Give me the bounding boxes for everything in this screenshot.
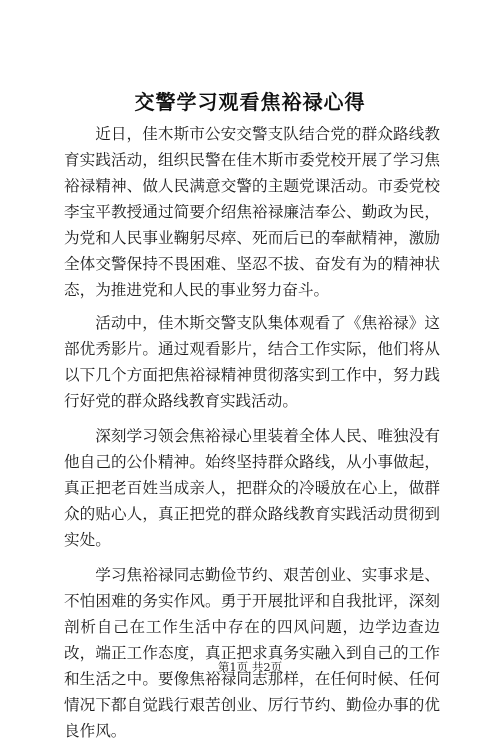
paragraph-3: 深刻学习领会焦裕禄心里装着全体人民、唯独没有他自己的公仆精神。始终坚持群众路线，从小事做起，真正把老百姓当成亲人，把群众的冷暖放在心上，做群众的贴心人，真正把党的群众路线教育实践活动贯彻到实处。 — [64, 427, 440, 549]
document-title: 交警学习观看焦裕禄心得 — [134, 90, 366, 114]
paragraph-1: 近日，佳木斯市公安交警支队结合党的群众路线教育实践活动，组织民警在佳木斯市委党校开展了学习焦裕禄精神、做人民满意交警的主题党课活动。市委党校李宝平教授通过简要介绍焦裕禄廉洁奉公、勤政为民，为党和人民事业鞠躬尽瘁、死而后已的奉献精神，激励全体交警保持不畏困难、坚忍不拔、奋发有为的精神状态，为推进党和人民的事业努力奋斗。 — [64, 125, 440, 299]
page-number-footer: 第1页 共2页 — [217, 660, 283, 674]
paragraph-2: 活动中，佳木斯交警支队集体观看了《焦裕禄》这部优秀影片。通过观看影片，结合工作实际，他们将从以下几个方面把焦裕禄精神贯彻落实到工作中，努力践行好党的群众路线教育实践活动。 — [64, 314, 440, 410]
paragraph-4: 学习焦裕禄同志勤俭节约、艰苦创业、实事求是、不怕困难的务实作风。勇于开展批评和自我批评，深刻剖析自己在工作生活中存在的四风问题，边学边查边改，端正工作态度，真正把求真务实融入到自己的工作和生活之中。要像焦裕禄同志那样，在任何时候、任何情况下都自觉践行艰苦创业、厉行节约、勤俭办事的优良作风。 — [64, 566, 440, 740]
